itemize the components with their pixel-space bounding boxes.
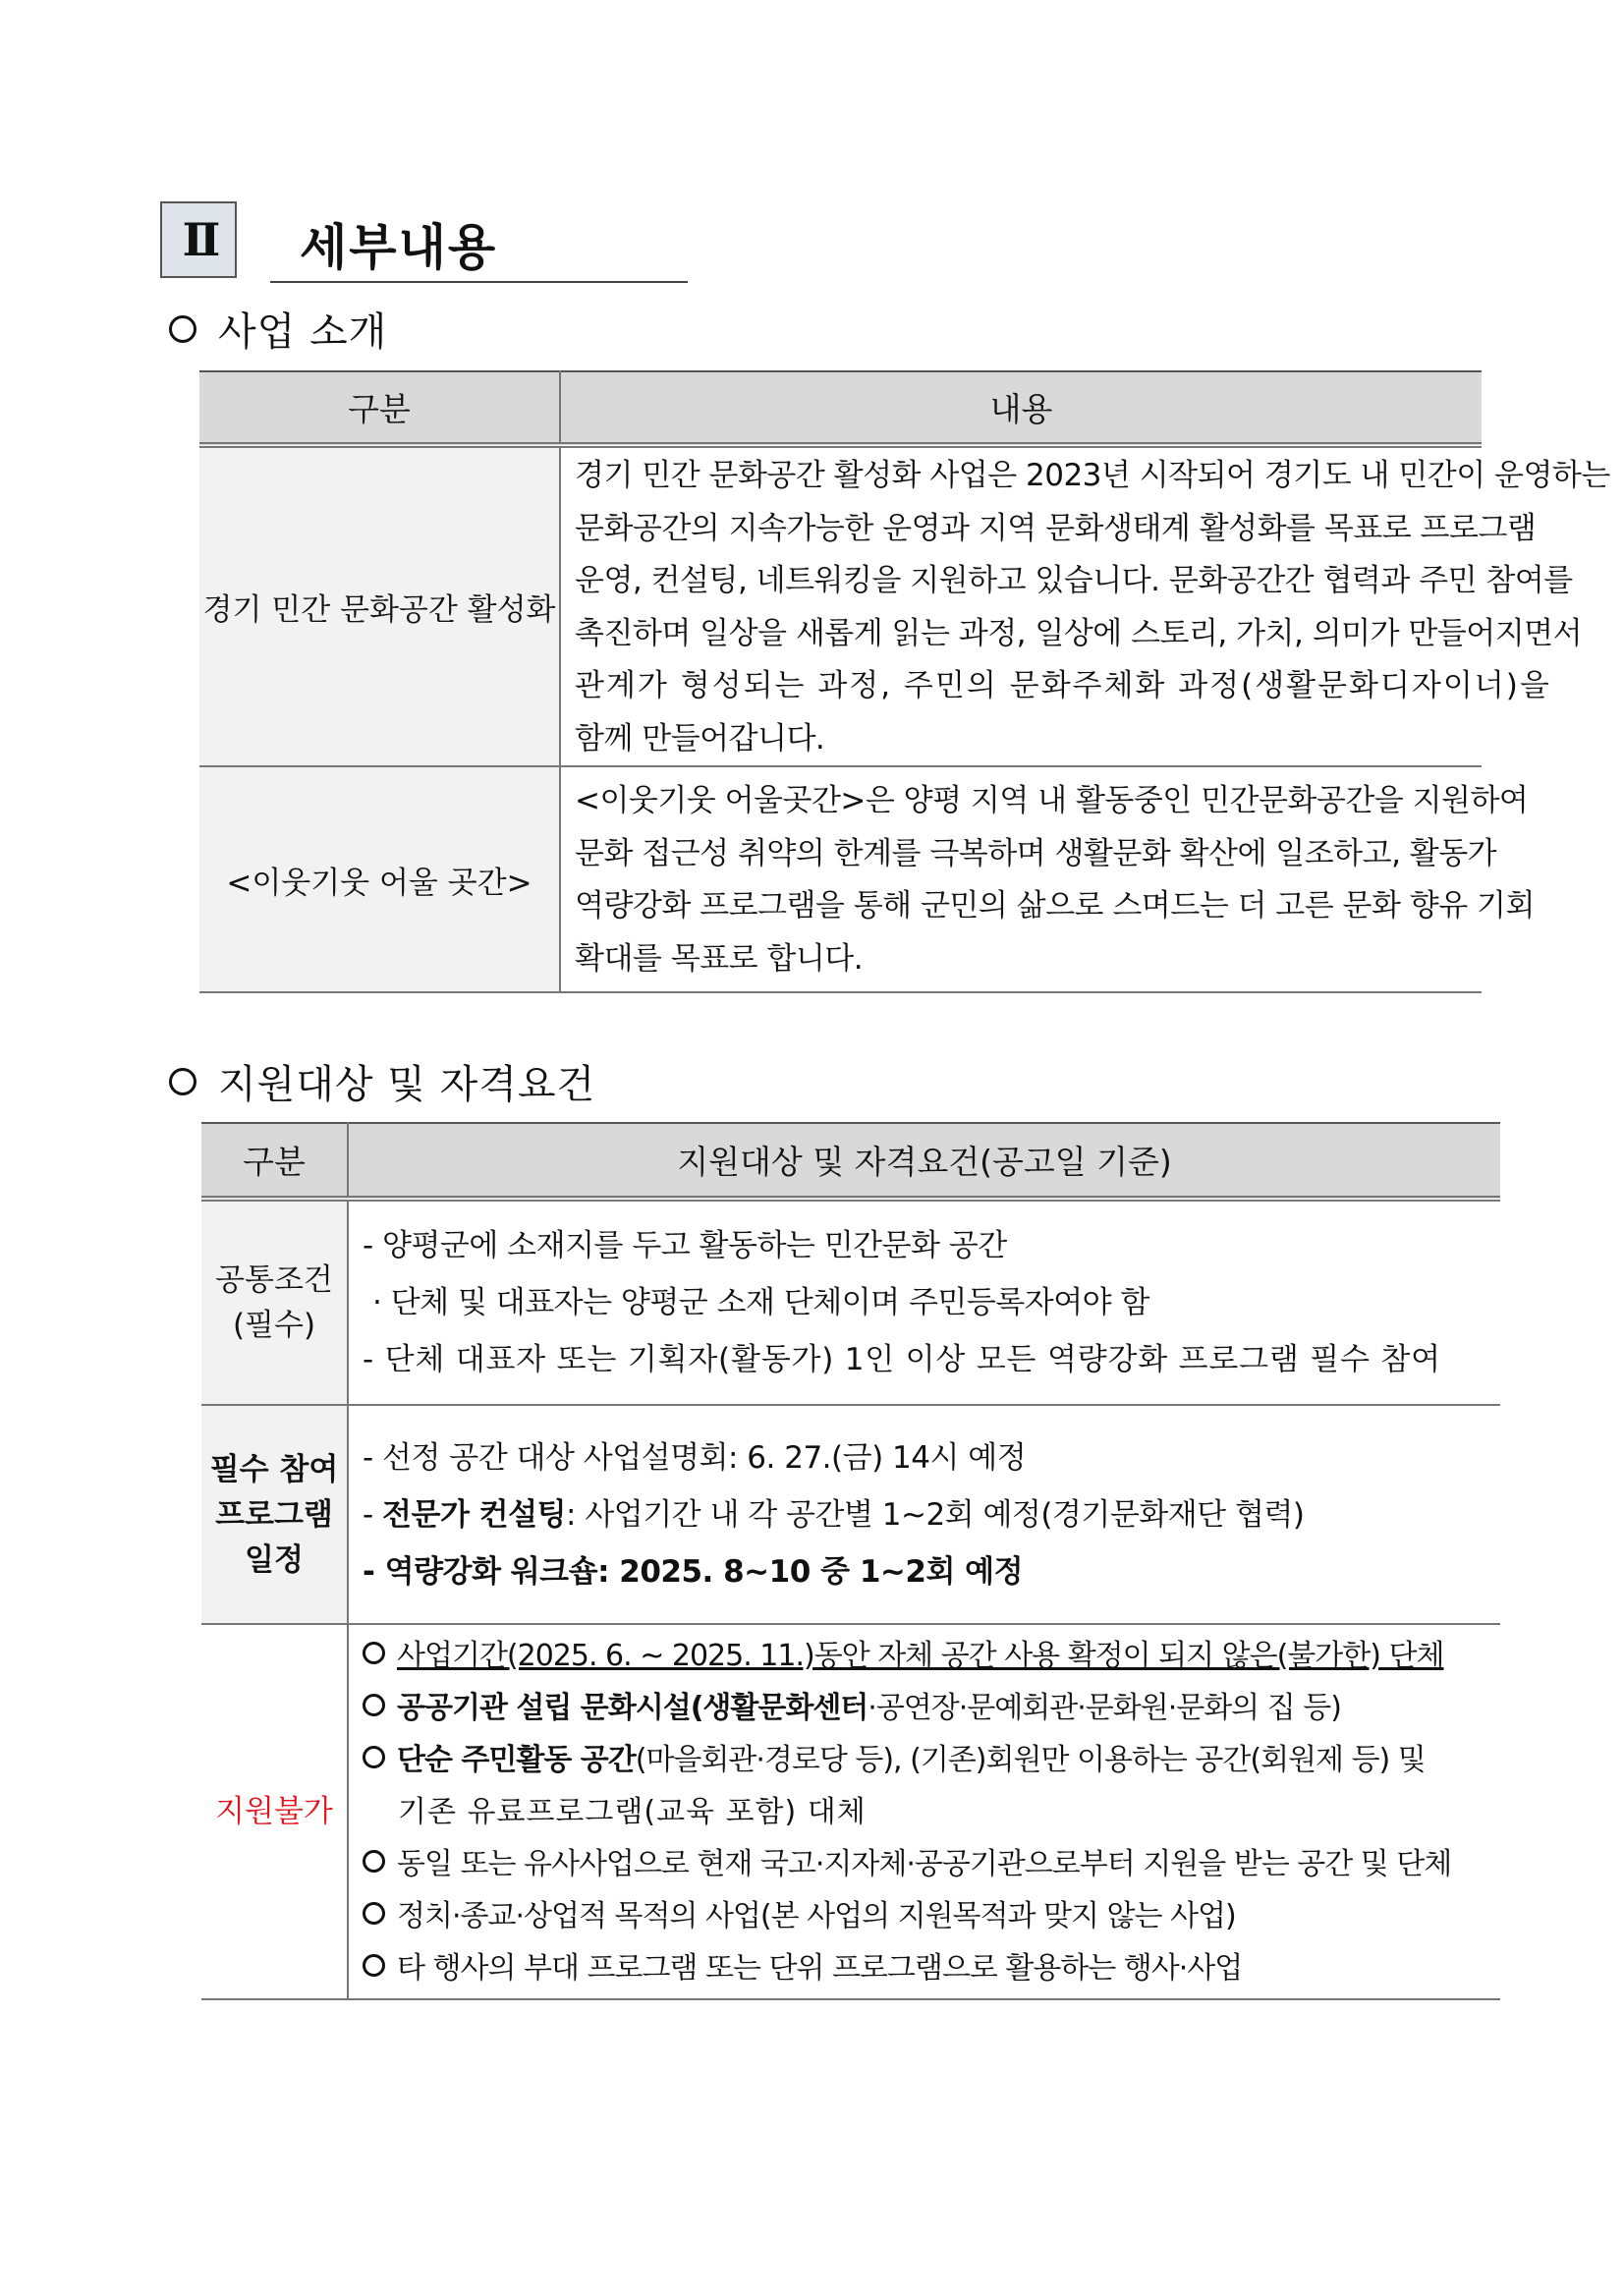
intro-table-header [199, 371, 1482, 445]
text-line: 문화 접근성 취약의 한계를 극복하며 생활문화 확산에 일조하고, 활동가 [575, 835, 1497, 871]
hollow-circle-bullet-icon [363, 1642, 385, 1664]
text-line: - 단체 대표자 또는 기획자(활동가) 1인 이상 모든 역량강화 프로그램 필수 참여 [363, 1342, 1441, 1377]
intro-heading [169, 301, 387, 357]
category-line: (필수) [232, 1308, 316, 1343]
eligibility-col-category: 구분 [201, 1123, 348, 1199]
hollow-circle-bullet-icon [363, 1694, 385, 1716]
text-fragment: 동일 또는 유사사업으로 현재 국고·지자체·공공기관으로부터 지원을 받는 공간 및 단체 [397, 1846, 1452, 1881]
text-line: 경기 민간 문화공간 활성화 사업은 2023년 시작되어 경기도 내 민간이 운영하는 [575, 458, 1610, 493]
text-fragment: 전문가 컨설팅 [382, 1496, 567, 1533]
intro-col-category: 구분 [199, 371, 560, 445]
category-line: 필수 참여 [209, 1451, 339, 1487]
text-line [363, 1486, 1488, 1543]
common-condition-category [201, 1199, 348, 1405]
text-line [363, 1942, 1488, 1994]
excluded-category: 지원불가 [201, 1624, 348, 1999]
text-line: 역량강화 프로그램을 통해 군민의 삶으로 스며드는 더 고른 문화 향유 기회 [575, 888, 1535, 924]
text-line: · 단체 및 대표자는 양평군 소재 단체이며 주민등록자여야 함 [372, 1285, 1149, 1320]
intro-table [199, 370, 1610, 993]
text-line [363, 1734, 1488, 1786]
text-line: 운영, 컨설팅, 네트워킹을 지원하고 있습니다. 문화공간간 협력과 주민 참여를 [575, 563, 1573, 598]
intro-row-content [560, 766, 1535, 992]
section-number-box: Ⅱ [160, 201, 237, 278]
intro-col-content: 내용 [560, 371, 1482, 445]
text-fragment: 공공기관 설립 문화시설(생활문화센터 [397, 1690, 868, 1725]
text-line [363, 1682, 1488, 1734]
text-line [363, 1838, 1488, 1890]
table-row [201, 1199, 1500, 1405]
category-line: 프로그램 [215, 1496, 333, 1533]
eligibility-table [201, 1122, 1500, 2000]
table-row [199, 766, 1482, 992]
hollow-circle-bullet-icon [363, 1902, 385, 1925]
eligibility-heading-text: 지원대상 및 자격요건 [218, 1062, 596, 1107]
text-line [363, 1630, 1488, 1682]
eligibility-table-header [201, 1123, 1500, 1199]
table-row [201, 1405, 1500, 1624]
text-line: 관계가 형성되는 과정, 주민의 문화주체화 과정(생활문화디자이너)을 [575, 668, 1551, 703]
hollow-circle-bullet-icon [363, 1954, 385, 1977]
hollow-circle-bullet-icon [169, 315, 196, 343]
text-fragment: : 사업기간 내 각 공간별 1~2회 예정(경기문화재단 협력) [566, 1496, 1305, 1533]
text-line: 촉진하며 일상을 새롭게 읽는 과정, 일상에 스토리, 가치, 의미가 만들어지면서 [575, 615, 1583, 651]
intro-row-content [560, 445, 1610, 766]
intro-row-category: <이웃기웃 어울 곳간> [199, 766, 560, 992]
text-line: - 양평군에 소재지를 두고 활동하는 민간문화 공간 [363, 1228, 1007, 1263]
text-line: 기존 유료프로그램(교육 포함) 대체 [398, 1794, 867, 1829]
text-fragment: 사업기간(2025. 6. ~ 2025. 11.)동안 자체 공간 사용 확정이 되지 않은(불가한) 단체 [397, 1638, 1444, 1673]
text-line: - 선정 공간 대상 사업설명회: 6. 27.(금) 14시 예정 [363, 1439, 1027, 1476]
text-fragment: 단순 주민활동 공간 [397, 1742, 636, 1777]
text-line: 함께 만들어갑니다. [575, 720, 825, 756]
category-line: 일정 [245, 1541, 304, 1578]
text-line: <이웃기웃 어울곳간>은 양평 지역 내 활동중인 민간문화공간을 지원하여 [575, 783, 1529, 818]
intro-row-category: 경기 민간 문화공간 활성화 [199, 445, 560, 766]
schedule-content [348, 1405, 1500, 1624]
text-line [363, 1890, 1488, 1942]
excluded-content [348, 1624, 1500, 1999]
text-line: 확대를 목표로 합니다. [575, 940, 864, 977]
text-fragment: (마을회관·경로당 등), (기존)회원만 이용하는 공간(회원제 등) 및 [635, 1742, 1426, 1777]
common-condition-content [348, 1199, 1500, 1405]
intro-heading-text: 사업 소개 [218, 309, 388, 355]
section-title: 세부내용 [300, 219, 498, 276]
text-fragment: 타 행사의 부대 프로그램 또는 단위 프로그램으로 활용하는 행사·사업 [397, 1950, 1243, 1986]
text-line: - 역량강화 워크숍: 2025. 8~10 중 1~2회 예정 [363, 1553, 1024, 1590]
eligibility-heading [169, 1053, 595, 1109]
text-fragment: ·공연장·문예회관·문화원·문화의 집 등) [868, 1690, 1341, 1725]
table-row [199, 445, 1482, 766]
hollow-circle-bullet-icon [363, 1850, 385, 1873]
text-fragment: 정치·종교·상업적 목적의 사업(본 사업의 지원목적과 맞지 않는 사업) [397, 1898, 1236, 1933]
section-title-underline [270, 281, 688, 283]
eligibility-col-content: 지원대상 및 자격요건(공고일 기준) [348, 1123, 1500, 1199]
table-row [201, 1624, 1500, 1999]
text-line: 문화공간의 지속가능한 운영과 지역 문화생태계 활성화를 목표로 프로그램 [575, 510, 1537, 546]
hollow-circle-bullet-icon [363, 1746, 385, 1768]
category-line: 공통조건 [215, 1262, 333, 1298]
schedule-category [201, 1405, 348, 1624]
hollow-circle-bullet-icon [169, 1068, 196, 1095]
text-fragment: - [363, 1496, 383, 1533]
